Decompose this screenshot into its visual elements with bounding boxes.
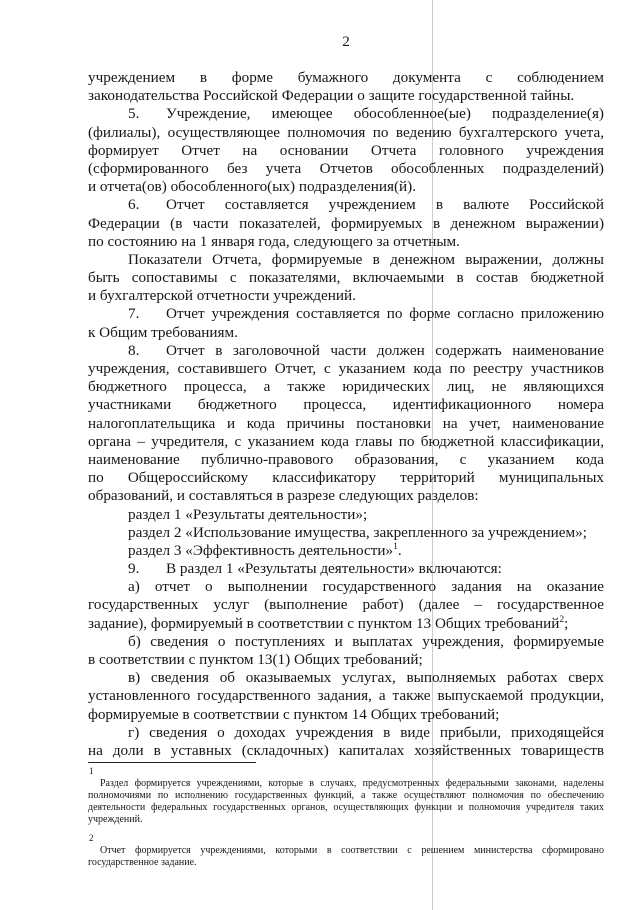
section-item-2 [88,524,604,542]
paragraph-number: 6. [128,196,140,214]
paragraph-indicators [88,251,604,306]
body-line: бюджетного процесса, а также юридических лиц, не являющихся [88,378,604,396]
body-line: формируемые в соответствии с пунктом 14 Общих требований; [88,705,500,723]
footnote-2 [88,845,604,869]
body-line: учреждения, составившего Отчет, с указанием кода по реестру участников [88,360,604,377]
paragraph-continuation [88,69,604,105]
body-line: быть сопоставимы с показателями, включаемыми в состав бюджетной [88,269,604,287]
body-line: а) отчет о выполнении государственного задания на оказание [128,578,604,596]
line-text: Отчет составляется учреждением в валюте Российской [166,196,604,214]
body-line: раздел 1 «Результаты деятельности»; [128,505,368,523]
paragraph-9 [88,560,604,578]
body-line [88,560,604,578]
body-line [88,196,604,214]
line-text: Учреждение, имеющее обособленное(ые) подразделение(я) [166,105,604,123]
page-number: 2 [342,33,350,50]
body-line: в) сведения об оказываемых услугах, выполняемых работах сверх [128,669,604,687]
footnote-marker: 1 [89,766,94,776]
body-line: и отчета(ов) обособленного(ых) подразделения(й). [88,178,417,196]
paragraph-number: 8. [128,341,140,359]
footnote-line: учреждений. [88,814,143,825]
line-text: задание), формируемый в соответствии с пунктом 13 Общих требований [88,614,560,632]
subitem-a [88,578,604,633]
line-text: Отчет учреждения составляется по форме согласно приложению [166,305,604,323]
body-line [88,305,604,323]
body-line: установленного государственного задания, а также выпускаемой продукции, [88,687,604,705]
body-line: (филиалы), осуществляющее полномочия по ведению бухгалтерского учета, [88,123,604,141]
body-line: органа – учредителя, с указанием кода главы по бюджетной классификации, [88,432,604,450]
body-line: государственных услуг (выполнение работ) (далее – государственное [88,596,604,614]
body-line: раздел 2 «Использование имущества, закрепленного за учреждением»; [128,523,587,541]
body-line: б) сведения о поступлениях и выплатах учреждения, формируемые [128,632,604,650]
footnote-line: полномочиями по исполнению государственных функций, а также осуществляют полномочия по обеспечению [88,790,604,801]
body-line: участниками бюджетного процесса, идентификационного номера [88,396,604,414]
body-line: г) сведения о доходах учреждения в виде прибыли, приходящейся [128,723,604,741]
line-tail: . [397,541,402,559]
footnote-separator [88,762,256,763]
line-text: раздел 3 «Эффективность деятельности» [128,541,394,559]
section-item-1 [88,506,604,524]
body-line: по состоянию на 1 января года, следующего за отчетным. [88,232,460,250]
footnote-marker: 2 [89,833,94,843]
footnote-line: деятельности федеральных государственных органов, осуществляющих функции и полномочия учредителя таких [88,802,604,813]
body-line: наименование публично-правового образования, с указанием кода [88,450,604,468]
body-line: в соответствии с пунктом 13(1) Общих требований; [88,651,423,668]
line-tail: ; [564,614,569,632]
footnote-line: Раздел формируется учреждениями, которые в случаях, предусмотренных федеральными законами, наделены [100,778,604,789]
paragraph-5 [88,105,604,196]
body-line: (сформированного без учета Отчетов обособленных подразделений) [88,159,604,177]
footnote-reference: 2 [559,614,565,625]
paragraph-6 [88,196,604,251]
paragraph-number: 7. [128,305,140,323]
footnote-1 [88,778,604,826]
body-line: формирует Отчет на основании Отчета головного учреждения [88,141,604,159]
body-line: к Общим требованиям. [88,323,238,341]
line-text: В раздел 1 «Результаты деятельности» включаются: [166,560,502,578]
subitem-g [88,724,604,760]
body-line: на доли в уставных (складочных) капиталах хозяйственных товариществ [88,741,604,759]
body-line [88,542,604,560]
paragraph-number: 9. [128,560,140,578]
body-line: образований, и составляться в разрезе следующих разделов: [88,487,479,505]
body-line: и бухгалтерской отчетности учреждений. [88,287,356,305]
footnote-reference: 1 [393,541,398,552]
line-text: Отчет в заголовочной части должен содержать наименование [166,341,604,359]
footnote-line: Отчет формируется учреждениями, которыми в соответствии с решением министерства сформировано [100,845,604,856]
footnote-line: государственное задание. [88,857,197,868]
body-line [88,105,604,123]
subitem-v [88,669,604,724]
body-line [88,615,604,633]
body-line: законодательства Российской Федерации о защите государственной тайны. [88,87,575,105]
subitem-b [88,633,604,669]
body-line: по Общероссийскому классификатору территорий муниципальных [88,469,604,487]
section-item-3 [88,542,604,560]
body-line: Федерации (в части показателей, формируемых в денежном выражении) [88,214,604,232]
body-line: налогоплательщика и кода причины постановки на учет, наименование [88,414,604,432]
paragraph-8 [88,342,604,506]
paragraph-7 [88,305,604,341]
body-line: Показатели Отчета, формируемые в денежном выражении, должны [128,250,604,268]
document-body [88,69,604,760]
body-line [88,342,604,360]
paragraph-number: 5. [128,105,140,123]
body-line: учреждением в форме бумажного документа с соблюдением [88,69,604,86]
